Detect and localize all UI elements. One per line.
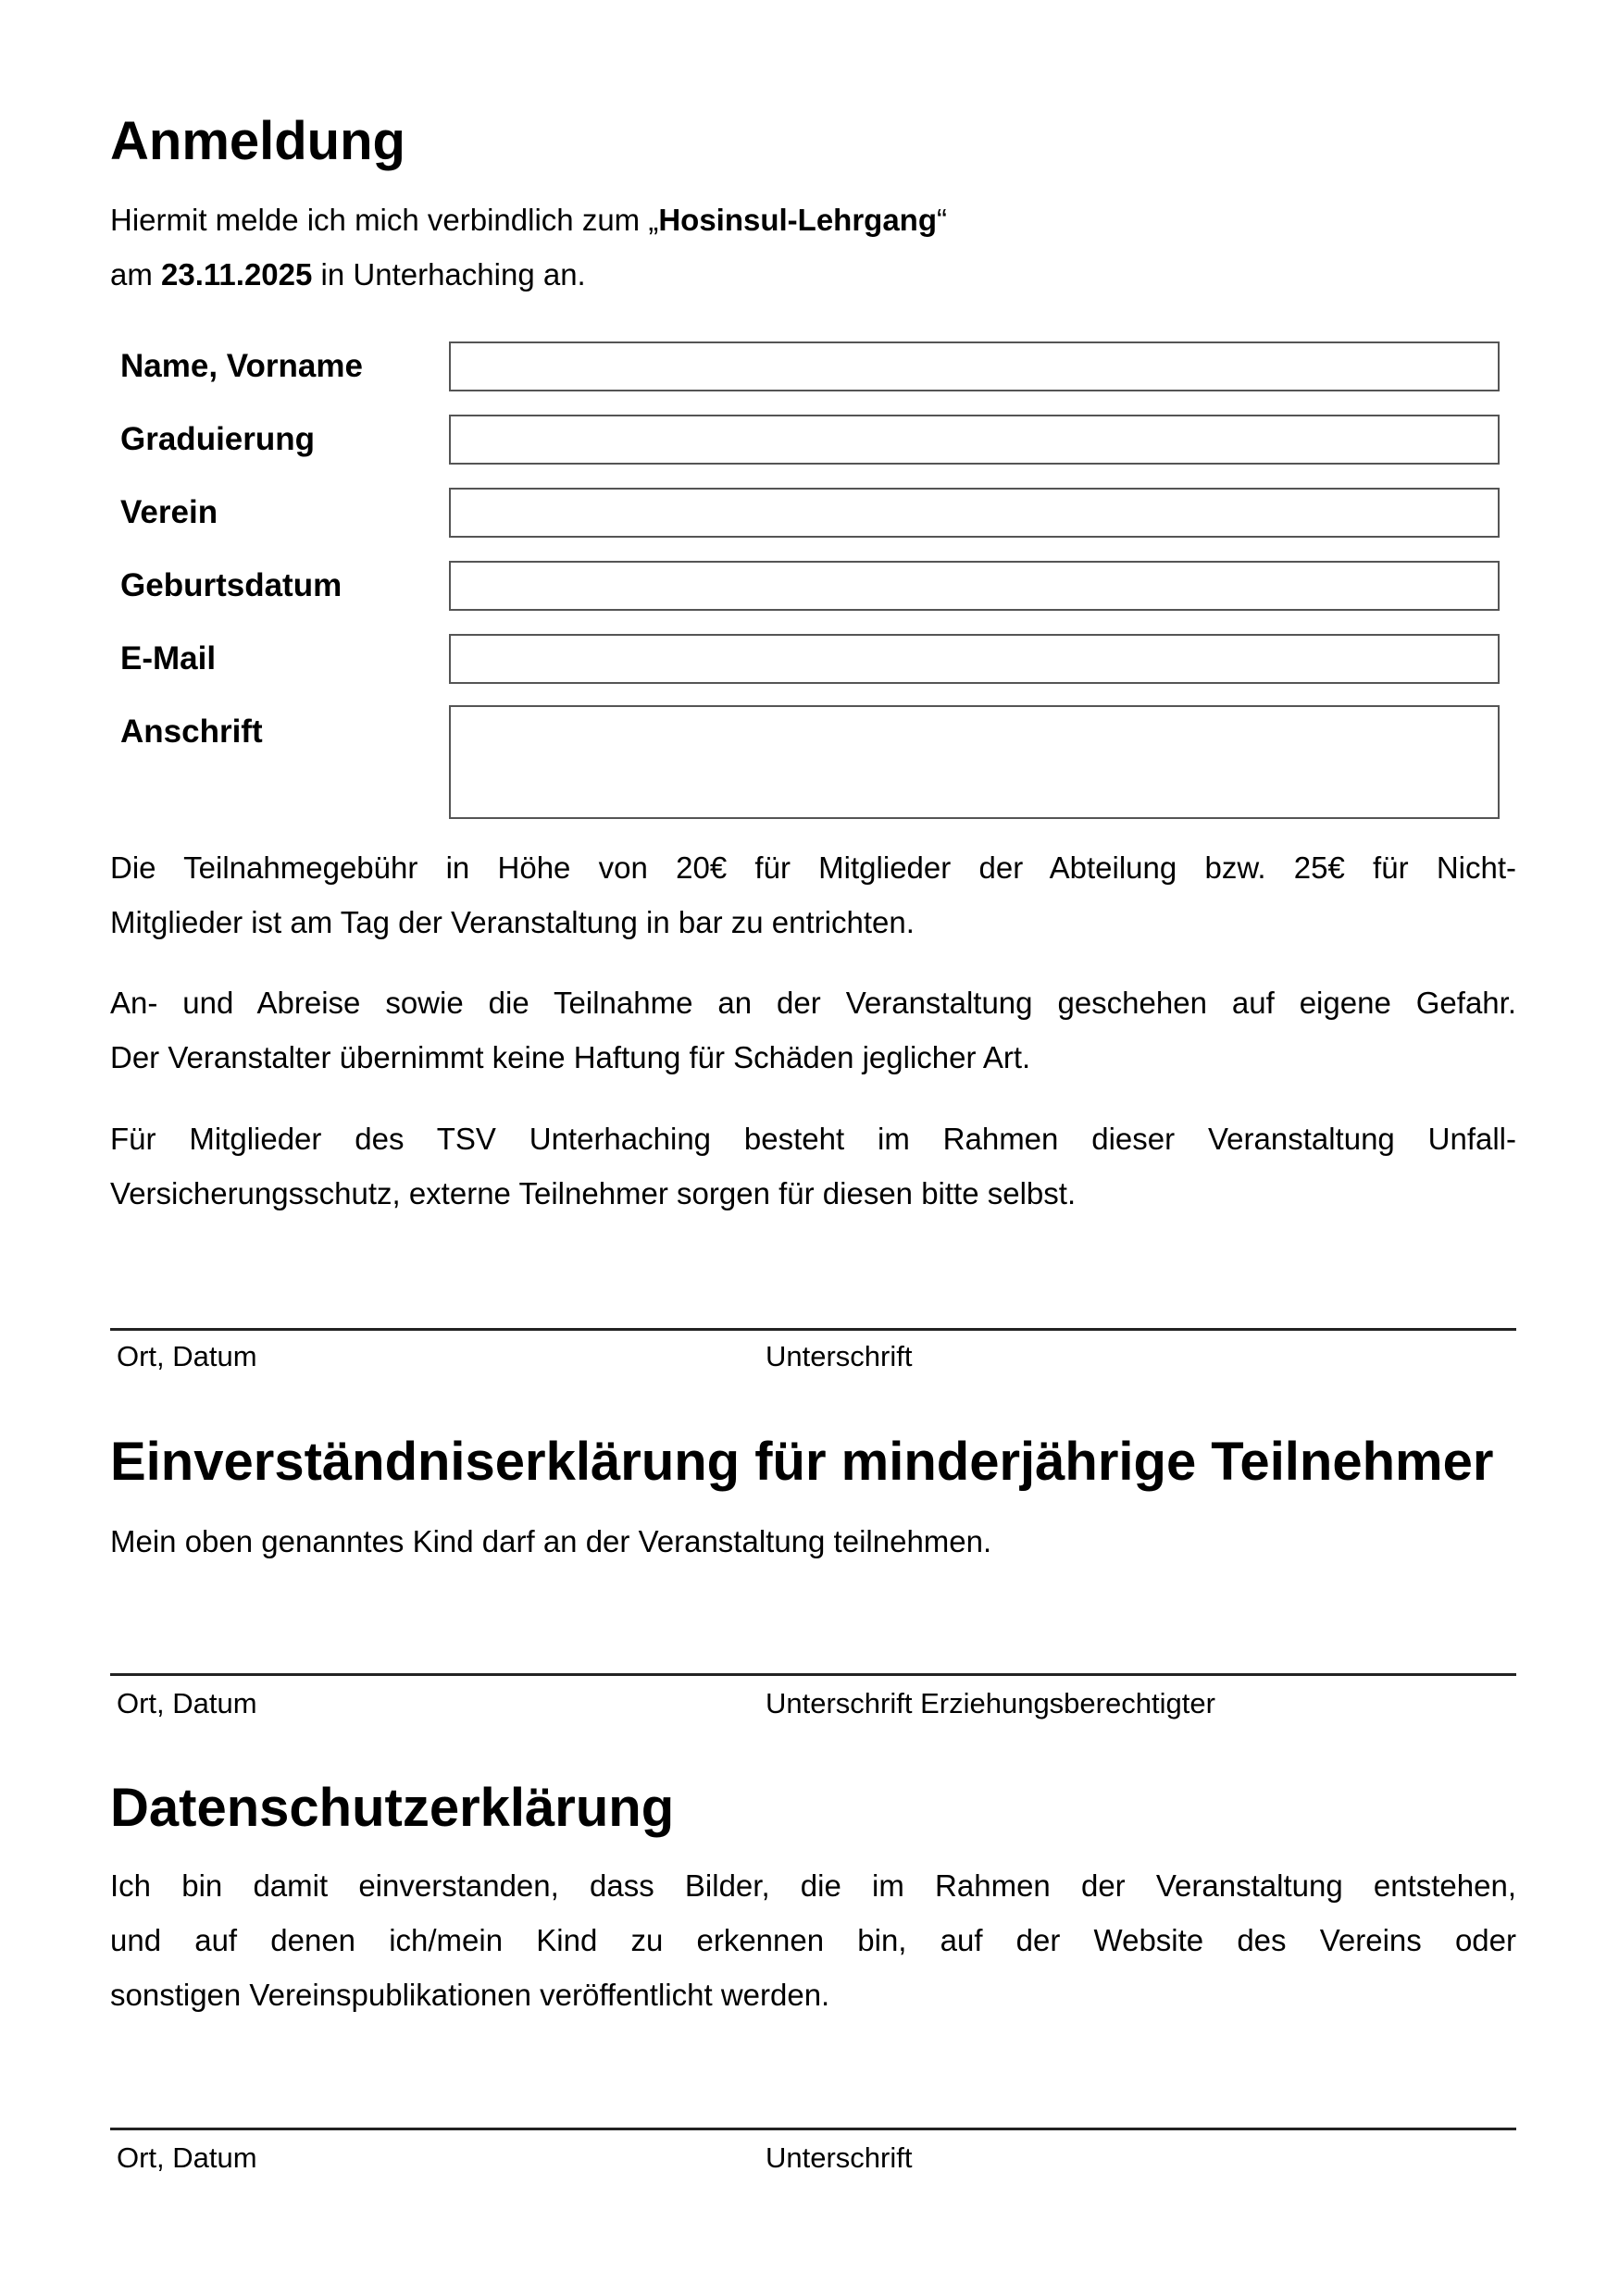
place-date-label: Ort, Datum xyxy=(117,1340,257,1372)
label-graduierung: Graduierung xyxy=(120,421,316,457)
heading-privacy: Datenschutzerklärung xyxy=(110,1778,675,1838)
label-geburtsdatum: Geburtsdatum xyxy=(120,567,342,603)
geburtsdatum-field[interactable] xyxy=(449,561,1500,611)
minor-consent-text: Mein oben genanntes Kind darf an der Veranstaltung teilnehmen. xyxy=(110,1524,992,1558)
guardian-signature-label: Unterschrift Erziehungsberechtigter xyxy=(766,1687,1215,1719)
intro-text-part: “ xyxy=(937,203,948,237)
intro-text xyxy=(110,192,1516,302)
privacy-paragraph xyxy=(110,1858,1516,2022)
name-field[interactable] xyxy=(449,341,1500,391)
paragraph-line: An- und Abreise sowie die Teilnahme an der Veranstaltung geschehen auf eigene Gefahr. xyxy=(110,986,1516,1020)
paragraph-line: Die Teilnahmegebühr in Höhe von 20€ für Mitglieder der Abteilung bzw. 25€ für Nicht- xyxy=(110,850,1516,885)
signature-label: Unterschrift xyxy=(766,1340,913,1372)
email-field[interactable] xyxy=(449,634,1500,684)
signature-label: Unterschrift xyxy=(766,2141,913,2174)
course-name: Hosinsul-Lehrgang xyxy=(658,203,938,237)
liability-paragraph xyxy=(110,975,1516,1085)
graduierung-field[interactable] xyxy=(449,415,1500,465)
signature-line xyxy=(110,1328,1516,1331)
heading-anmeldung: Anmeldung xyxy=(110,111,405,171)
label-email: E-Mail xyxy=(120,640,217,676)
label-anschrift: Anschrift xyxy=(120,714,263,750)
intro-text-part: am xyxy=(110,257,162,292)
paragraph-line: Mitglieder ist am Tag der Veranstaltung in bar zu entrichten. xyxy=(110,905,915,939)
fee-paragraph xyxy=(110,840,1516,949)
paragraph-line: Für Mitglieder des TSV Unterhaching besteht im Rahmen dieser Veranstaltung Unfall- xyxy=(110,1122,1516,1156)
insurance-paragraph xyxy=(110,1111,1516,1221)
paragraph-line: Versicherungsschutz, externe Teilnehmer sorgen für diesen bitte selbst. xyxy=(110,1176,1077,1210)
label-name: Name, Vorname xyxy=(120,348,363,384)
label-verein: Verein xyxy=(120,494,218,530)
place-date-label: Ort, Datum xyxy=(117,2141,257,2174)
event-date: 23.11.2025 xyxy=(161,257,313,292)
signature-line xyxy=(110,2128,1516,2130)
anschrift-field[interactable] xyxy=(449,705,1500,819)
heading-minor-consent: Einverständniserklärung für minderjährige Teilnehmer xyxy=(110,1432,1494,1492)
paragraph-line: sonstigen Vereinspublikationen veröffentlicht werden. xyxy=(110,1978,830,2012)
place-date-label: Ort, Datum xyxy=(117,1687,257,1719)
verein-field[interactable] xyxy=(449,488,1500,538)
paragraph-line: Ich bin damit einverstanden, dass Bilder, die im Rahmen der Veranstaltung entstehen, xyxy=(110,1868,1516,1903)
intro-text-part: Hiermit melde ich mich verbindlich zum „ xyxy=(110,203,659,237)
paragraph-line: Der Veranstalter übernimmt keine Haftung für Schäden jeglicher Art. xyxy=(110,1040,1031,1074)
signature-line xyxy=(110,1673,1516,1676)
paragraph-line: und auf denen ich/mein Kind zu erkennen bin, auf der Website des Vereins oder xyxy=(110,1923,1516,1957)
intro-text-part: in Unterhaching an. xyxy=(312,257,586,292)
